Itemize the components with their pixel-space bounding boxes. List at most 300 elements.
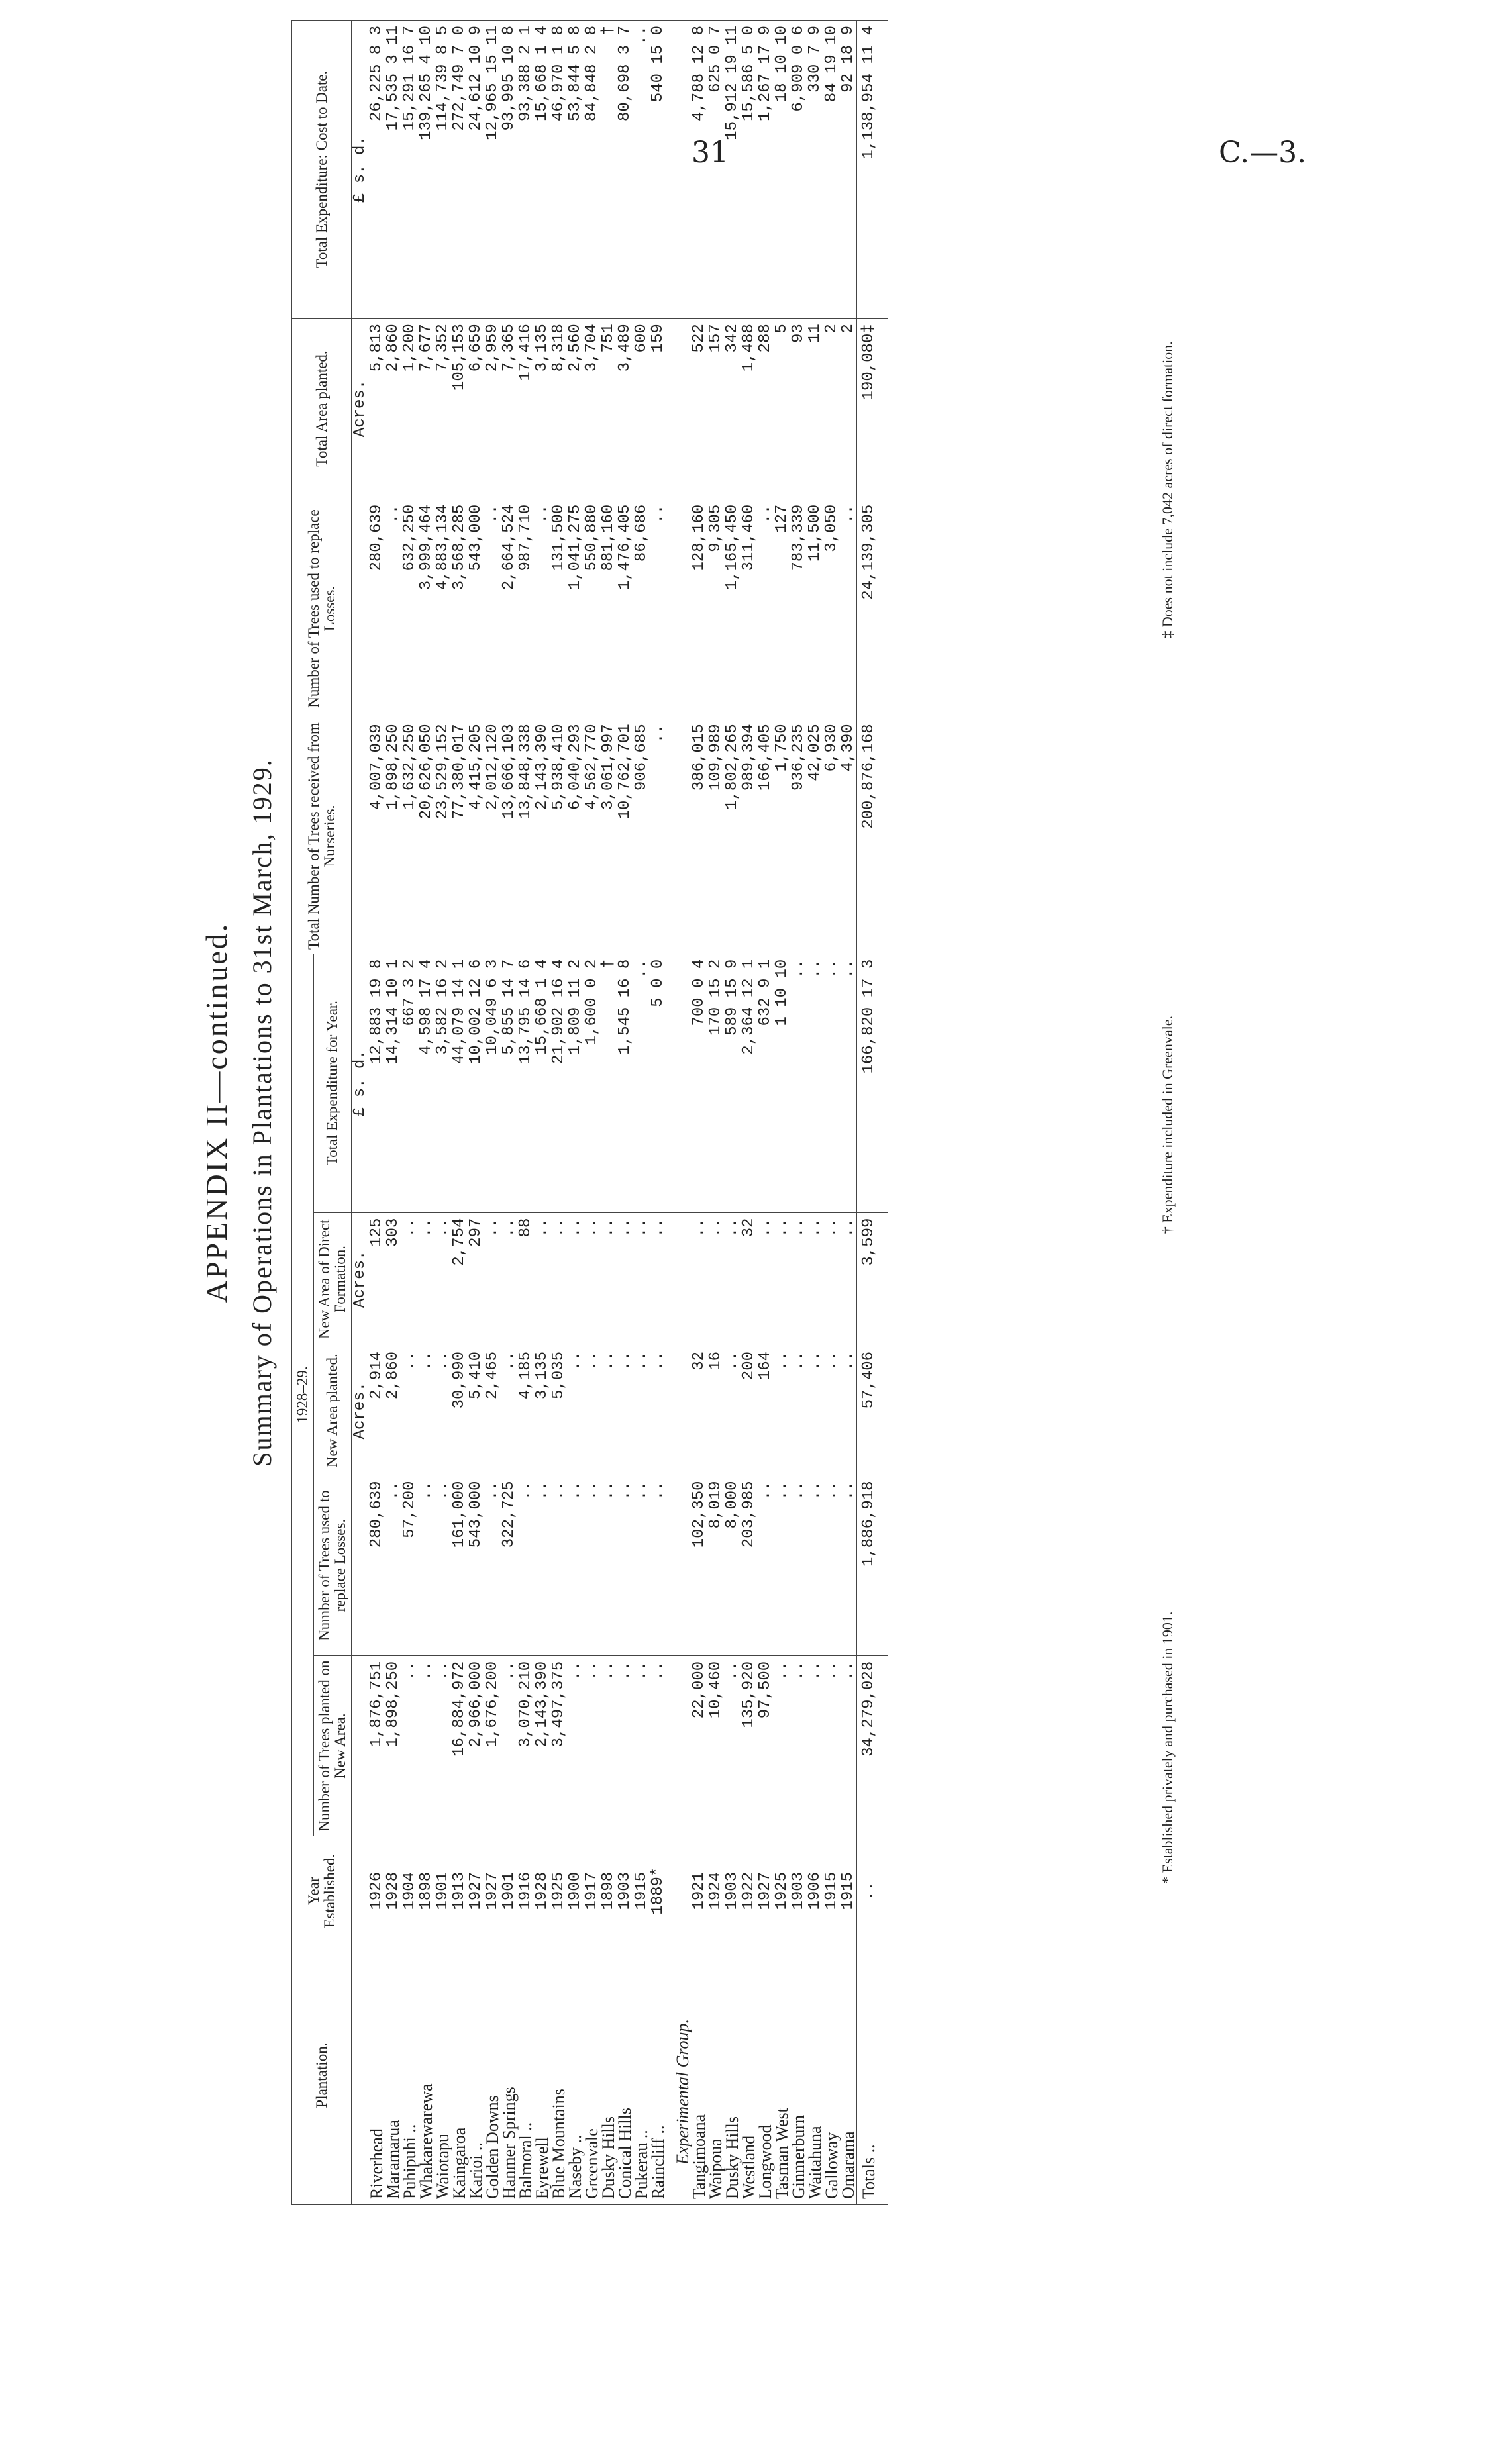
cell-total-replace: 128,160 bbox=[691, 499, 707, 718]
cell-cost: 80,698 3 7 bbox=[617, 21, 633, 319]
cell-exp: 15,668 1 4 bbox=[534, 954, 550, 1212]
cell-name: Galloway bbox=[823, 1946, 840, 2205]
cell-total-replace: 2,664,524 bbox=[501, 499, 517, 718]
cell-cost: 17,535 3 11 bbox=[385, 21, 401, 319]
cell-direct: 88 bbox=[517, 1212, 534, 1346]
table-row bbox=[600, 21, 617, 2205]
cell-total-trees: 386,015 bbox=[691, 718, 707, 954]
cell-total-area: 11 bbox=[807, 319, 823, 499]
cell-new-area: .. bbox=[600, 1346, 617, 1475]
cell-new-area: .. bbox=[617, 1346, 633, 1475]
cell-total-replace: .. bbox=[650, 499, 666, 718]
cell-total-area: 600 bbox=[633, 319, 650, 499]
cell-year: 1913 bbox=[451, 1836, 468, 1946]
cell-cost: 12,965 15 11 bbox=[484, 21, 501, 319]
cell-year: 1904 bbox=[401, 1836, 418, 1946]
cell-total-trees: 20,626,050 bbox=[418, 718, 435, 954]
table-row bbox=[584, 21, 600, 2205]
cell-name: Maramarua bbox=[385, 1946, 401, 2205]
cell-total-area: 5,813 bbox=[368, 319, 385, 499]
cell-trees-new: 16,884,972 bbox=[451, 1655, 468, 1836]
totals-row bbox=[857, 21, 888, 2205]
cell-exp: 44,079 14 1 bbox=[451, 954, 468, 1212]
cell-trees-new: 22,000 bbox=[691, 1655, 707, 1836]
cell-trees-replace: .. bbox=[650, 1475, 666, 1655]
cell-trees-new: 10,460 bbox=[707, 1655, 724, 1836]
cell-total-trees: 4,390 bbox=[840, 718, 857, 954]
cell-year: 1901 bbox=[501, 1836, 517, 1946]
cell-total-trees: 4,007,039 bbox=[368, 718, 385, 954]
cell-new-area: .. bbox=[823, 1346, 840, 1475]
cell-exp: 1,600 0 2 bbox=[584, 954, 600, 1212]
cell-total-trees: 6,930 bbox=[823, 718, 840, 954]
cell-direct: 32 bbox=[741, 1212, 757, 1346]
cell-trees-replace: .. bbox=[534, 1475, 550, 1655]
cell-new-area: .. bbox=[774, 1346, 790, 1475]
cell-name: Eyrewell bbox=[534, 1946, 550, 2205]
cell-total-replace: 543,000 bbox=[468, 499, 484, 718]
cell-trees-replace: .. bbox=[584, 1475, 600, 1655]
footnote-star: * Established privately and purchased in 1901. bbox=[1159, 1611, 1176, 1884]
cell-trees-replace: .. bbox=[757, 1475, 774, 1655]
cell-name: Westland bbox=[741, 1946, 757, 2205]
cell-year: 1921 bbox=[691, 1836, 707, 1946]
cell-total-trees: 166,405 bbox=[757, 718, 774, 954]
cell-cost: 15,586 5 0 bbox=[741, 21, 757, 319]
group-header-row bbox=[674, 21, 691, 2205]
cell-direct: .. bbox=[401, 1212, 418, 1346]
cell-year: 1898 bbox=[418, 1836, 435, 1946]
page-number: 31 bbox=[692, 136, 729, 170]
cell-cost: 1,138,954 11 4 bbox=[857, 21, 888, 319]
cell-total-area: 7,352 bbox=[435, 319, 451, 499]
cell-name: Golden Downs bbox=[484, 1946, 501, 2205]
table-row bbox=[840, 21, 857, 2205]
cell-new-area: 2,465 bbox=[484, 1346, 501, 1475]
cell-direct: .. bbox=[823, 1212, 840, 1346]
cell-cost: † bbox=[600, 21, 617, 319]
table-row bbox=[401, 21, 418, 2205]
cell-total-area: 5 bbox=[774, 319, 790, 499]
cell-total-area: 7,677 bbox=[418, 319, 435, 499]
cell-total-area: 17,416 bbox=[517, 319, 534, 499]
cell-exp: 4,598 17 4 bbox=[418, 954, 435, 1212]
cell-total-area: 159 bbox=[650, 319, 666, 499]
cell-total-replace: 1,476,405 bbox=[617, 499, 633, 718]
cell-exp: 170 15 2 bbox=[707, 954, 724, 1212]
cell-trees-new: .. bbox=[840, 1655, 857, 1836]
cell-total-trees: 2,012,120 bbox=[484, 718, 501, 954]
cell-name: Hanmer Springs bbox=[501, 1946, 517, 2205]
cell-exp: .. bbox=[790, 954, 807, 1212]
cell-direct: .. bbox=[584, 1212, 600, 1346]
table-row bbox=[484, 21, 501, 2205]
cell-exp: 1,545 16 8 bbox=[617, 954, 633, 1212]
cell-cost: 24,612 10 9 bbox=[468, 21, 484, 319]
cell-exp: 5,855 14 7 bbox=[501, 954, 517, 1212]
cell-exp: 166,820 17 3 bbox=[857, 954, 888, 1212]
col-total-replace: Number of Trees used to replace Losses. bbox=[292, 499, 352, 718]
cell-name: Dusky Hills bbox=[724, 1946, 741, 2205]
table-row bbox=[451, 21, 468, 2205]
cell-direct: .. bbox=[550, 1212, 567, 1346]
cell-name: Totals .. bbox=[857, 1946, 888, 2205]
operations-table bbox=[291, 20, 888, 2205]
cell-total-trees: 1,750 bbox=[774, 718, 790, 954]
cell-trees-new: .. bbox=[401, 1655, 418, 1836]
cell-total-replace: .. bbox=[840, 499, 857, 718]
cell-total-replace: 280,639 bbox=[368, 499, 385, 718]
cell-total-area: 2,560 bbox=[567, 319, 584, 499]
cell-new-area: .. bbox=[807, 1346, 823, 1475]
cell-direct: .. bbox=[757, 1212, 774, 1346]
cell-trees-replace: 280,639 bbox=[368, 1475, 385, 1655]
cell-total-area: 7,365 bbox=[501, 319, 517, 499]
cell-total-trees: 1,802,265 bbox=[724, 718, 741, 954]
cell-year: 1915 bbox=[840, 1836, 857, 1946]
cell-cost: 93,388 2 1 bbox=[517, 21, 534, 319]
table-row bbox=[741, 21, 757, 2205]
cell-name: Balmoral .. bbox=[517, 1946, 534, 2205]
cell-trees-replace: .. bbox=[633, 1475, 650, 1655]
cell-cost: 26,225 8 3 bbox=[368, 21, 385, 319]
cell-total-area: 751 bbox=[600, 319, 617, 499]
cell-cost: 4,788 12 8 bbox=[691, 21, 707, 319]
cell-total-area: 105,153 bbox=[451, 319, 468, 499]
table-row bbox=[691, 21, 707, 2205]
table-row bbox=[517, 21, 534, 2205]
cell-trees-new: 1,876,751 bbox=[368, 1655, 385, 1836]
cell-total-replace: .. bbox=[757, 499, 774, 718]
cell-year: .. bbox=[857, 1836, 888, 1946]
cell-direct: .. bbox=[790, 1212, 807, 1346]
cell-exp: .. bbox=[633, 954, 650, 1212]
cell-total-trees: 109,989 bbox=[707, 718, 724, 954]
table-row bbox=[501, 21, 517, 2205]
cell-new-area: 200 bbox=[741, 1346, 757, 1475]
cell-exp: 10,002 12 6 bbox=[468, 954, 484, 1212]
cell-total-trees: 2,143,390 bbox=[534, 718, 550, 954]
cell-name: Raincliff .. bbox=[650, 1946, 666, 2205]
cell-year: 1925 bbox=[774, 1836, 790, 1946]
cell-total-replace: 550,880 bbox=[584, 499, 600, 718]
cell-new-area: .. bbox=[633, 1346, 650, 1475]
cell-name: Tangimoana bbox=[691, 1946, 707, 2205]
table-row bbox=[617, 21, 633, 2205]
cell-total-trees: 6,040,293 bbox=[567, 718, 584, 954]
cell-total-trees: 10,762,701 bbox=[617, 718, 633, 954]
cell-exp: 700 0 4 bbox=[691, 954, 707, 1212]
cell-trees-new: 3,497,375 bbox=[550, 1655, 567, 1836]
cell-trees-replace: 322,725 bbox=[501, 1475, 517, 1655]
cell-trees-new: 1,676,200 bbox=[484, 1655, 501, 1836]
cell-direct: .. bbox=[691, 1212, 707, 1346]
cell-total-replace: .. bbox=[385, 499, 401, 718]
cell-trees-new: .. bbox=[790, 1655, 807, 1836]
table-row bbox=[468, 21, 484, 2205]
cell-cost: 15,668 1 4 bbox=[534, 21, 550, 319]
cell-total-replace: 987,710 bbox=[517, 499, 534, 718]
cell-cost: 1,267 17 9 bbox=[757, 21, 774, 319]
cell-cost: 46,970 1 8 bbox=[550, 21, 567, 319]
cell-year: 1927 bbox=[757, 1836, 774, 1946]
units-row bbox=[352, 21, 369, 2205]
cell-trees-replace: 8,000 bbox=[724, 1475, 741, 1655]
cell-exp: 632 9 1 bbox=[757, 954, 774, 1212]
col-plantation: Plantation. bbox=[292, 1946, 352, 2205]
cell-direct: 3,599 bbox=[857, 1212, 888, 1346]
cell-total-replace: 11,500 bbox=[807, 499, 823, 718]
document-code: C.—3. bbox=[1219, 136, 1307, 170]
cell-year: 1915 bbox=[823, 1836, 840, 1946]
cell-year: 1889* bbox=[650, 1836, 666, 1946]
cell-total-area: 342 bbox=[724, 319, 741, 499]
cell-cost: 53,844 5 8 bbox=[567, 21, 584, 319]
cell-total-trees: 906,685 bbox=[633, 718, 650, 954]
cell-new-area: 30,990 bbox=[451, 1346, 468, 1475]
table-row bbox=[650, 21, 666, 2205]
cell-year: 1924 bbox=[707, 1836, 724, 1946]
table-body bbox=[352, 21, 888, 2205]
cell-direct: .. bbox=[484, 1212, 501, 1346]
cell-exp: 12,883 19 8 bbox=[368, 954, 385, 1212]
cell-total-area: 3,489 bbox=[617, 319, 633, 499]
cell-trees-replace: .. bbox=[840, 1475, 857, 1655]
cell-cost: 93,995 10 8 bbox=[501, 21, 517, 319]
cell-trees-new: .. bbox=[567, 1655, 584, 1836]
cell-cost: 6,909 0 6 bbox=[790, 21, 807, 319]
cell-trees-replace: 102,350 bbox=[691, 1475, 707, 1655]
col-exp-year: Total Expenditure for Year. bbox=[314, 954, 352, 1212]
cell-name: Naseby .. bbox=[567, 1946, 584, 2205]
cell-new-area: 2,914 bbox=[368, 1346, 385, 1475]
cell-total-area: 3,704 bbox=[584, 319, 600, 499]
cell-year: 1903 bbox=[617, 1836, 633, 1946]
cell-exp: † bbox=[600, 954, 617, 1212]
cell-total-replace: 131,500 bbox=[550, 499, 567, 718]
cell-trees-new: 97,500 bbox=[757, 1655, 774, 1836]
cell-direct: .. bbox=[617, 1212, 633, 1346]
col-total-cost: Total Expenditure: Cost to Date. bbox=[292, 21, 352, 319]
col-trees-replace: Number of Trees used to replace Losses. bbox=[314, 1475, 352, 1655]
cell-name: Ginmerburn bbox=[790, 1946, 807, 2205]
col-direct: New Area of Direct Formation. bbox=[314, 1212, 352, 1346]
cell-direct: .. bbox=[534, 1212, 550, 1346]
cell-trees-new: .. bbox=[650, 1655, 666, 1836]
cell-total-replace: 24,139,305 bbox=[857, 499, 888, 718]
cell-total-replace: .. bbox=[484, 499, 501, 718]
cell-total-area: 8,318 bbox=[550, 319, 567, 499]
cell-direct: .. bbox=[840, 1212, 857, 1346]
cell-cost: 625 0 7 bbox=[707, 21, 724, 319]
cell-trees-new: 1,898,250 bbox=[385, 1655, 401, 1836]
cell-direct: .. bbox=[633, 1212, 650, 1346]
table-row bbox=[823, 21, 840, 2205]
cell-trees-replace: .. bbox=[600, 1475, 617, 1655]
cell-direct: .. bbox=[724, 1212, 741, 1346]
cell-trees-replace: .. bbox=[790, 1475, 807, 1655]
cell-year: 1928 bbox=[385, 1836, 401, 1946]
rotated-table-sheet bbox=[199, 20, 1205, 2205]
cell-direct: .. bbox=[807, 1212, 823, 1346]
cell-direct: .. bbox=[418, 1212, 435, 1346]
cell-total-replace: 3,999,464 bbox=[418, 499, 435, 718]
cell-total-replace: 1,165,450 bbox=[724, 499, 741, 718]
cell-name: Karioi .. bbox=[468, 1946, 484, 2205]
cell-exp: .. bbox=[823, 954, 840, 1212]
footnote-dagger: † Expenditure included in Greenvale. bbox=[1159, 1016, 1176, 1234]
cell-new-area: .. bbox=[501, 1346, 517, 1475]
cell-year: 1906 bbox=[807, 1836, 823, 1946]
cell-total-replace: 127 bbox=[774, 499, 790, 718]
cell-direct: 303 bbox=[385, 1212, 401, 1346]
cell-total-replace: 4,883,134 bbox=[435, 499, 451, 718]
cell-year: 1928 bbox=[534, 1836, 550, 1946]
cell-total-trees: 5,938,410 bbox=[550, 718, 567, 954]
cell-trees-replace: .. bbox=[435, 1475, 451, 1655]
cell-trees-replace: .. bbox=[617, 1475, 633, 1655]
cell-cost: 15,291 16 7 bbox=[401, 21, 418, 319]
col-total-area: Total Area planted. bbox=[292, 319, 352, 499]
cell-total-trees: 936,235 bbox=[790, 718, 807, 954]
col-new-area: New Area planted. bbox=[314, 1346, 352, 1475]
cell-exp: 14,314 10 1 bbox=[385, 954, 401, 1212]
cell-year: 1901 bbox=[435, 1836, 451, 1946]
cell-total-area: 93 bbox=[790, 319, 807, 499]
cell-exp: 21,902 16 4 bbox=[550, 954, 567, 1212]
cell-cost: .. bbox=[633, 21, 650, 319]
cell-total-area: 1,488 bbox=[741, 319, 757, 499]
cell-exp: 3,582 16 2 bbox=[435, 954, 451, 1212]
cell-new-area: 32 bbox=[691, 1346, 707, 1475]
cell-trees-new: .. bbox=[418, 1655, 435, 1836]
footnote-double-dagger: ‡ Does not include 7,042 acres of direct formation. bbox=[1159, 341, 1176, 638]
cell-year: 1915 bbox=[633, 1836, 650, 1946]
cell-total-area: 2 bbox=[823, 319, 840, 499]
cell-year: 1900 bbox=[567, 1836, 584, 1946]
cell-year: 1925 bbox=[550, 1836, 567, 1946]
cell-trees-replace: .. bbox=[418, 1475, 435, 1655]
group-label: Experimental Group. bbox=[674, 1946, 691, 2205]
cell-trees-new: 3,070,210 bbox=[517, 1655, 534, 1836]
cell-total-area: 2,959 bbox=[484, 319, 501, 499]
cell-total-replace: 86,686 bbox=[633, 499, 650, 718]
cell-total-trees: .. bbox=[650, 718, 666, 954]
cell-exp: 667 3 2 bbox=[401, 954, 418, 1212]
cell-total-area: 522 bbox=[691, 319, 707, 499]
cell-cost: 330 7 9 bbox=[807, 21, 823, 319]
table-row bbox=[368, 21, 385, 2205]
cell-new-area: 16 bbox=[707, 1346, 724, 1475]
cell-exp: 5 0 0 bbox=[650, 954, 666, 1212]
cell-total-replace: 3,050 bbox=[823, 499, 840, 718]
cell-name: Waipoua bbox=[707, 1946, 724, 2205]
cell-total-replace: .. bbox=[534, 499, 550, 718]
cell-trees-replace: 1,886,918 bbox=[857, 1475, 888, 1655]
cell-exp: 10,049 6 3 bbox=[484, 954, 501, 1212]
table-row bbox=[807, 21, 823, 2205]
cell-name: Pukerau .. bbox=[633, 1946, 650, 2205]
cell-year: 1922 bbox=[741, 1836, 757, 1946]
cell-trees-replace: 161,000 bbox=[451, 1475, 468, 1655]
col-total-trees: Total Number of Trees received from Nurseries. bbox=[292, 718, 352, 954]
cell-trees-new: .. bbox=[774, 1655, 790, 1836]
cell-total-trees: 23,529,152 bbox=[435, 718, 451, 954]
cell-trees-new: .. bbox=[617, 1655, 633, 1836]
unit-total-cost: £ s. d. bbox=[352, 21, 369, 319]
cell-direct: 125 bbox=[368, 1212, 385, 1346]
cell-new-area: .. bbox=[840, 1346, 857, 1475]
cell-trees-replace: 57,200 bbox=[401, 1475, 418, 1655]
table-row bbox=[567, 21, 584, 2205]
cell-year: 1927 bbox=[484, 1836, 501, 1946]
cell-total-area: 2 bbox=[840, 319, 857, 499]
table-row bbox=[435, 21, 451, 2205]
cell-total-area: 288 bbox=[757, 319, 774, 499]
cell-exp: 13,795 14 6 bbox=[517, 954, 534, 1212]
cell-cost: 84 19 10 bbox=[823, 21, 840, 319]
cell-new-area: 2,860 bbox=[385, 1346, 401, 1475]
unit-direct: Acres. bbox=[352, 1212, 369, 1346]
table-row bbox=[757, 21, 774, 2205]
cell-total-trees: 989,394 bbox=[741, 718, 757, 954]
cell-trees-replace: .. bbox=[807, 1475, 823, 1655]
cell-trees-new: 34,279,028 bbox=[857, 1655, 888, 1836]
cell-name: Whakarewarewa bbox=[418, 1946, 435, 2205]
cell-total-trees: 77,380,017 bbox=[451, 718, 468, 954]
cell-name: Omarama bbox=[840, 1946, 857, 2205]
col-period: 1928–29. bbox=[292, 954, 314, 1836]
cell-new-area: .. bbox=[584, 1346, 600, 1475]
cell-total-area: 6,659 bbox=[468, 319, 484, 499]
table-row bbox=[774, 21, 790, 2205]
cell-new-area: .. bbox=[650, 1346, 666, 1475]
cell-trees-new: .. bbox=[584, 1655, 600, 1836]
cell-name: Dusky Hills bbox=[600, 1946, 617, 2205]
cell-exp: 1 10 10 bbox=[774, 954, 790, 1212]
cell-cost: 114,739 8 5 bbox=[435, 21, 451, 319]
cell-new-area: .. bbox=[790, 1346, 807, 1475]
cell-new-area: 5,410 bbox=[468, 1346, 484, 1475]
cell-trees-new: .. bbox=[633, 1655, 650, 1836]
unit-new-area: Acres. bbox=[352, 1346, 369, 1475]
cell-total-trees: 4,562,770 bbox=[584, 718, 600, 954]
table-row bbox=[534, 21, 550, 2205]
cell-trees-new: 135,920 bbox=[741, 1655, 757, 1836]
cell-total-area: 1,200 bbox=[401, 319, 418, 499]
cell-trees-replace: .. bbox=[550, 1475, 567, 1655]
cell-total-replace: 9,305 bbox=[707, 499, 724, 718]
cell-trees-replace: .. bbox=[823, 1475, 840, 1655]
cell-trees-new: 2,143,390 bbox=[534, 1655, 550, 1836]
cell-new-area: .. bbox=[401, 1346, 418, 1475]
cell-cost: 15,912 19 11 bbox=[724, 21, 741, 319]
cell-name: Waiotapu bbox=[435, 1946, 451, 2205]
table-row bbox=[724, 21, 741, 2205]
cell-total-trees: 3,061,997 bbox=[600, 718, 617, 954]
unit-exp-year: £ s. d. bbox=[352, 954, 369, 1212]
cell-year: 1916 bbox=[517, 1836, 534, 1946]
cell-trees-new: .. bbox=[600, 1655, 617, 1836]
cell-total-trees: 1,898,250 bbox=[385, 718, 401, 954]
cell-cost: 92 18 9 bbox=[840, 21, 857, 319]
col-year: Year Established. bbox=[292, 1836, 352, 1946]
cell-trees-new: .. bbox=[807, 1655, 823, 1836]
appendix-title: APPENDIX II—continued. bbox=[199, 922, 233, 1303]
cell-total-area: 2,860 bbox=[385, 319, 401, 499]
table-subtitle: Summary of Operations in Plantations to 31st March, 1929. bbox=[247, 758, 277, 1467]
cell-total-trees: 4,415,205 bbox=[468, 718, 484, 954]
